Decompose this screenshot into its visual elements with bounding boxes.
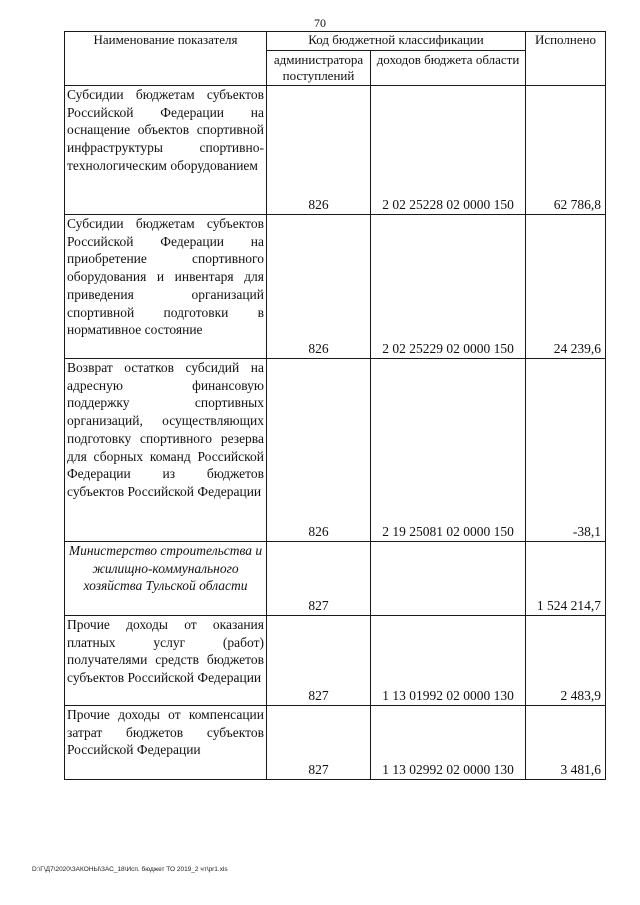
page-number: 70 [314, 16, 326, 30]
indicator-name: Прочие доходы от оказания платных услуг (работ) получателями средств бюджетов субъектов Российской Федерации [65, 616, 267, 706]
header-administrator-text: администратора поступлений [273, 52, 364, 83]
table-row [65, 359, 606, 542]
indicator-name: Прочие доходы от компенсации затрат бюджетов субъектов Российской Федерации [65, 706, 267, 780]
table-row [65, 616, 606, 706]
indicator-name: Субсидии бюджетам субъектов Российской Федерации на оснащение объектов спортивной инфраструктуры спортивно-технологическим оборудованием [65, 86, 267, 215]
administrator-code: 827 [267, 542, 371, 616]
table-header-row-top [65, 32, 606, 51]
revenue-code: 2 02 25228 02 0000 150 [371, 86, 526, 215]
ministry-name: Министерство строительства и жилищно-коммунального хозяйства Тульской области [65, 542, 267, 616]
revenue-code: 2 02 25229 02 0000 150 [371, 215, 526, 359]
administrator-code: 827 [267, 616, 371, 706]
executed-amount: 62 786,8 [526, 86, 606, 215]
header-indicator-name-text: Наименование показателя [93, 32, 238, 47]
header-revenue [371, 51, 526, 86]
header-budget-code-text: Код бюджетной классификации [308, 32, 484, 47]
executed-amount: 1 524 214,7 [526, 542, 606, 616]
revenue-code: 1 13 01992 02 0000 130 [371, 616, 526, 706]
table-row [65, 706, 606, 780]
header-executed-text: Исполнено [534, 32, 597, 47]
executed-amount: 24 239,6 [526, 215, 606, 359]
indicator-name: Возврат остатков субсидий на адресную финансовую поддержку спортивных организаций, осуществляющих подготовку спортивного резерва для сборных команд Российской Федерации из бюджетов субъектов Российской Федерации [65, 359, 267, 542]
header-budget-code [267, 32, 526, 51]
administrator-code: 827 [267, 706, 371, 780]
executed-amount: -38,1 [526, 359, 606, 542]
revenue-code [371, 542, 526, 616]
administrator-code: 826 [267, 86, 371, 215]
budget-execution-table [64, 31, 606, 780]
executed-amount: 3 481,6 [526, 706, 606, 780]
administrator-code: 826 [267, 359, 371, 542]
header-administrator [267, 51, 371, 86]
executed-amount: 2 483,9 [526, 616, 606, 706]
table-row-ministry [65, 542, 606, 616]
revenue-code: 1 13 02992 02 0000 130 [371, 706, 526, 780]
file-path-footer: D:\Г\Д7\2020\ЗАКОНЫ\ЗАС_18\Исп. бюджет ТО 2019_2 чт\pr1.xls [32, 866, 228, 873]
table-row [65, 215, 606, 359]
administrator-code: 826 [267, 215, 371, 359]
table-row [65, 86, 606, 215]
indicator-name: Субсидии бюджетам субъектов Российской Федерации на приобретение спортивного оборудования и инвентаря для приведения организаций спортивной подготовки в нормативное состояние [65, 215, 267, 359]
header-executed [526, 32, 606, 86]
revenue-code: 2 19 25081 02 0000 150 [371, 359, 526, 542]
header-revenue-text: доходов бюджета области [376, 52, 520, 67]
header-indicator-name [65, 32, 267, 86]
